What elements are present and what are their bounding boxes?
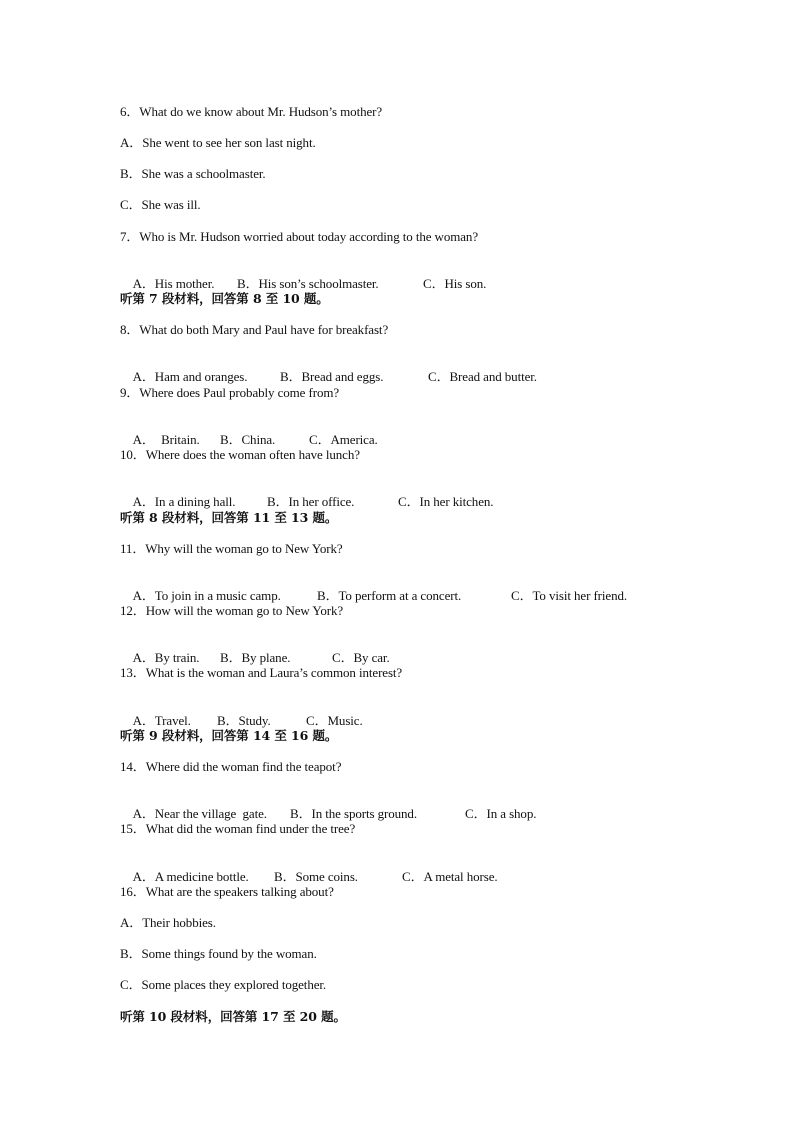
question-8-option-a: A．Ham and oranges. [132,369,248,384]
question-14-option-c: C．In a shop. [465,806,537,821]
question-8: 8．What do both Mary and Paul have for breakfast? [120,322,389,337]
question-15: 15．What did the woman find under the tree? [120,821,356,836]
question-11-option-a: A．To join in a music camp. [132,588,281,603]
question-15-option-b: B．Some coins. [274,869,358,884]
question-7-option-c: C．His son. [423,276,487,291]
question-10-option-c: C．In her kitchen. [398,494,494,509]
question-10-option-b: B．In her office. [267,494,355,509]
question-11: 11．Why will the woman go to New York? [120,541,343,556]
question-13: 13．What is the woman and Laura’s common interest? [120,665,403,680]
question-13-option-a: A．Travel. [132,713,191,728]
section-9-heading: 听第 9 段材料，回答第 14 至 16 题。 [120,728,338,743]
question-16: 16．What are the speakers talking about? [120,884,334,899]
question-12-option-c: C．By car. [332,650,390,665]
question-11-option-c: C．To visit her friend. [511,588,628,603]
question-13-option-b: B．Study. [217,713,271,728]
question-7: 7．Who is Mr. Hudson worried about today according to the woman? [120,229,478,244]
section-7-heading: 听第 7 段材料，回答第 8 至 10 题。 [120,291,329,306]
question-9-option-c: C．America. [309,432,378,447]
question-12: 12．How will the woman go to New York? [120,603,344,618]
question-16-option-b: B．Some things found by the woman. [120,946,317,961]
question-9-option-b: B．China. [220,432,276,447]
question-6-option-b: B．She was a schoolmaster. [120,166,266,181]
question-8-option-b: B．Bread and eggs. [280,369,384,384]
question-7-option-a: A．His mother. [132,276,215,291]
question-9-option-a: A． Britain. [132,432,200,447]
question-6: 6．What do we know about Mr. Hudson’s mother? [120,104,383,119]
question-14: 14．Where did the woman find the teapot? [120,759,342,774]
question-14-option-a: A．Near the village gate. [132,806,267,821]
question-16-option-c: C．Some places they explored together. [120,977,327,992]
question-8-option-c: C．Bread and butter. [428,369,537,384]
question-10-option-a: A．In a dining hall. [132,494,236,509]
question-6-option-c: C．She was ill. [120,197,201,212]
question-15-option-c: C．A metal horse. [402,869,498,884]
section-8-heading: 听第 8 段材料，回答第 11 至 13 题。 [120,510,338,525]
question-11-option-b: B．To perform at a concert. [317,588,462,603]
question-6-option-a: A．She went to see her son last night. [120,135,316,150]
question-14-option-b: B．In the sports ground. [290,806,417,821]
question-10: 10．Where does the woman often have lunch? [120,447,360,462]
question-15-option-a: A．A medicine bottle. [132,869,249,884]
question-9: 9．Where does Paul probably come from? [120,385,340,400]
question-7-option-b: B．His son’s schoolmaster. [237,276,379,291]
question-12-option-a: A．By train. [132,650,200,665]
section-10-heading: 听第 10 段材料，回答第 17 至 20 题。 [120,1009,346,1024]
question-12-option-b: B．By plane. [220,650,291,665]
question-16-option-a: A．Their hobbies. [120,915,216,930]
question-13-option-c: C．Music. [306,713,363,728]
